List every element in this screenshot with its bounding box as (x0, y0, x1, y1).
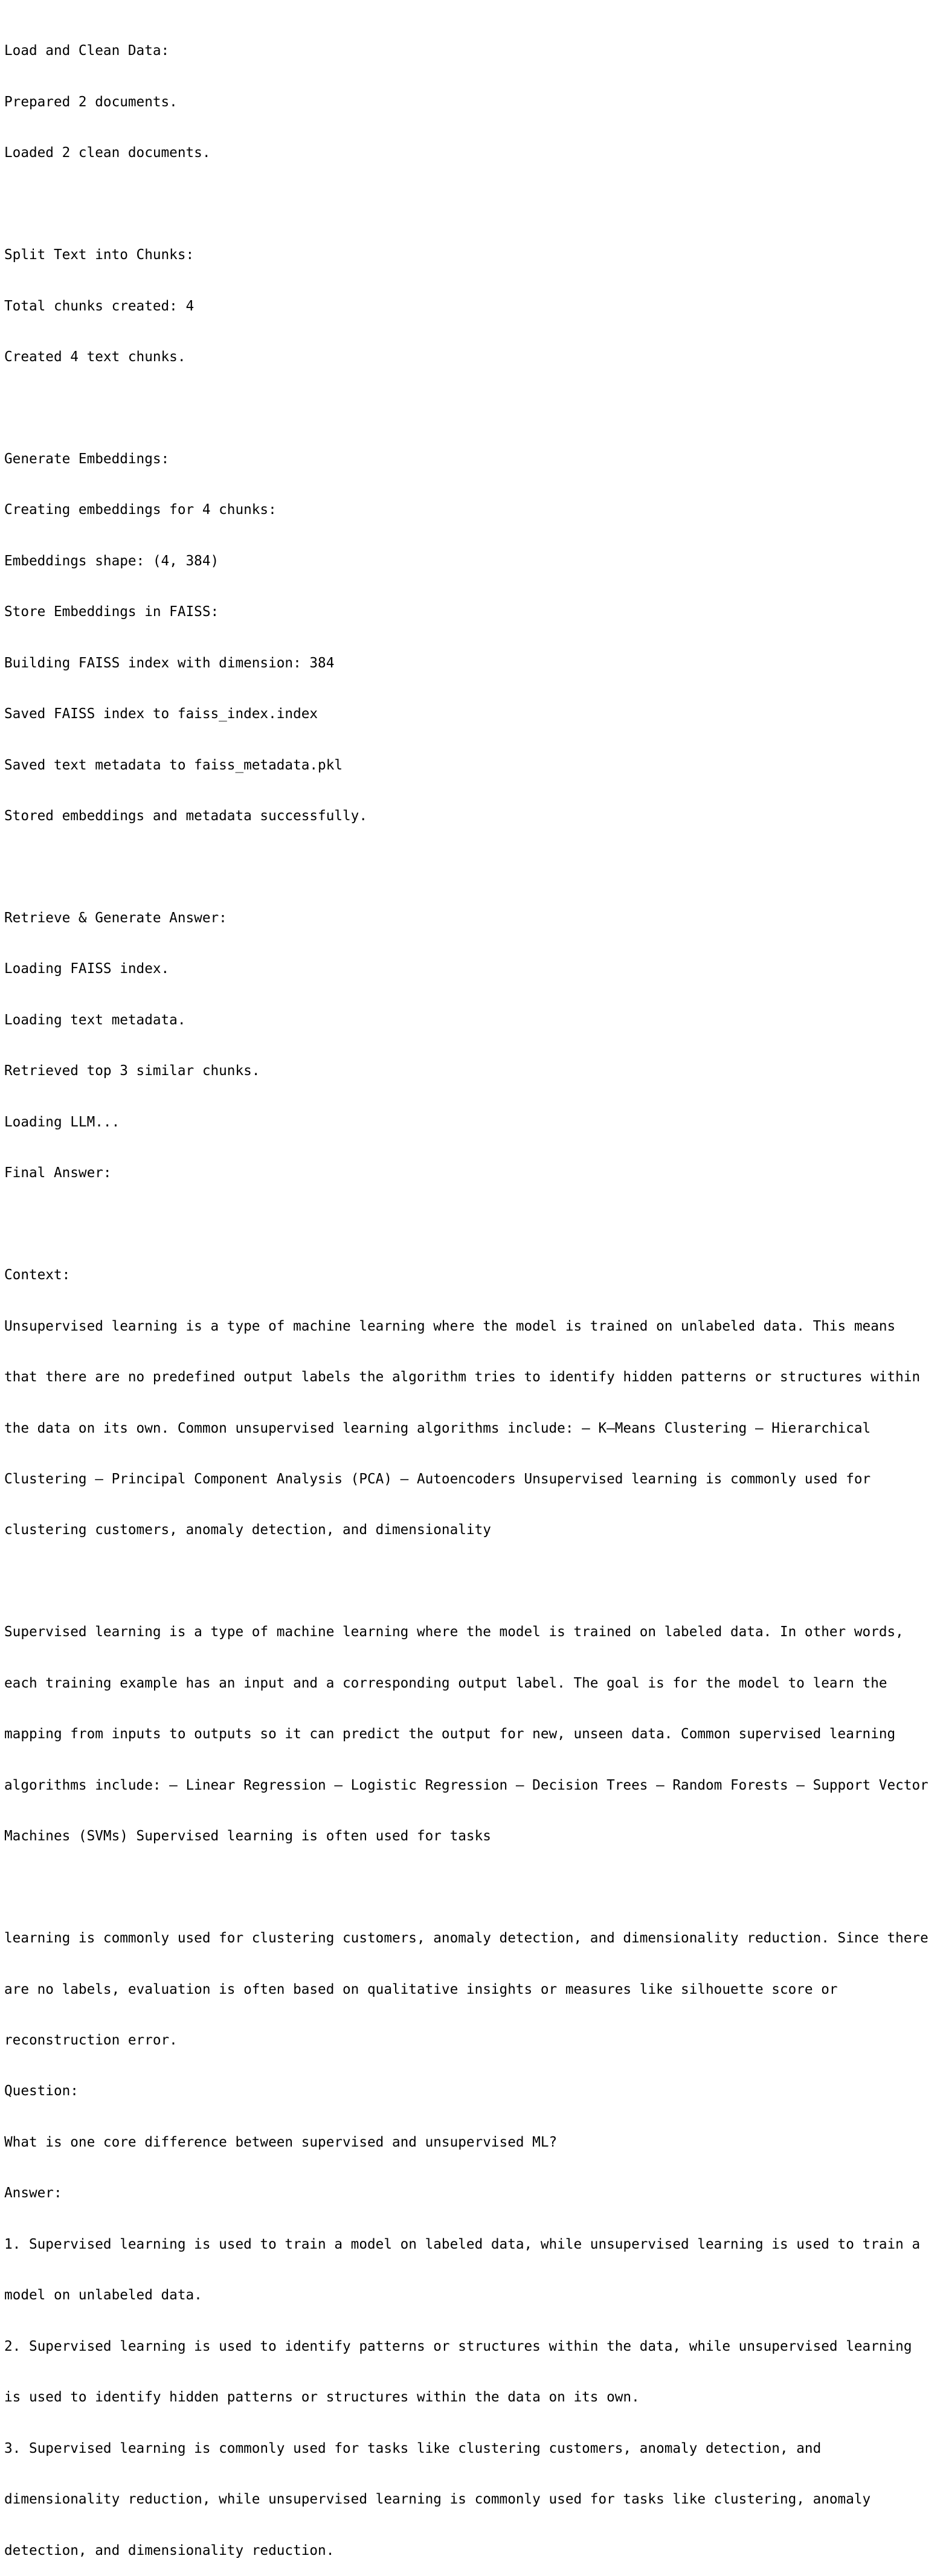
question-text: What is one core difference between supervised and unsupervised ML? (4, 2134, 558, 2150)
blank-line (4, 1879, 928, 1896)
log-line: Prepared 2 documents. (4, 94, 178, 110)
log-line: Store Embeddings in FAISS: (4, 604, 219, 620)
context-line: algorithms include: – Linear Regression – Logistic Regression – Decision Trees – Random Forests – Support Vector (4, 1777, 928, 1793)
log-line: Creating embeddings for 4 chunks: (4, 502, 277, 518)
answer-line: detection, and dimensionality reduction. (4, 2542, 335, 2558)
blank-line (4, 859, 928, 876)
context-line: Clustering – Principal Component Analysis (PCA) – Autoencoders Unsupervised learning is commonly used for (4, 1471, 871, 1487)
answer-heading: Answer: (4, 2185, 62, 2202)
answer-line: 2. Supervised learning is used to identify patterns or structures within the data, while unsupervised learning (4, 2338, 912, 2354)
answer-line: 1. Supervised learning is used to train a model on labeled data, while unsupervised learning is used to train a (4, 2236, 921, 2252)
context-line: learning is commonly used for clustering customers, anomaly detection, and dimensionality reduction. Since there (4, 1930, 928, 1947)
log-line: Total chunks created: 4 (4, 298, 195, 314)
log-line: Loading FAISS index. (4, 961, 170, 977)
answer-line: dimensionality reduction, while unsupervised learning is commonly used for tasks like clustering, anomaly (4, 2491, 871, 2508)
log-line: Building FAISS index with dimension: 384 (4, 655, 335, 671)
context-line: reconstruction error. (4, 2032, 178, 2048)
log-line: Stored embeddings and metadata successfully. (4, 808, 367, 824)
log-line: Saved text metadata to faiss_metadata.pkl (4, 757, 343, 773)
context-line: Supervised learning is a type of machine learning where the model is trained on labeled data. In other words, (4, 1624, 904, 1640)
context-line: clustering customers, anomaly detection, and dimensionality (4, 1522, 491, 1538)
context-line: each training example has an input and a corresponding output label. The goal is for the model to learn the (4, 1675, 887, 1691)
log-line: Split Text into Chunks: (4, 247, 195, 263)
log-line: Loading LLM... (4, 1114, 120, 1130)
blank-line (4, 1216, 928, 1233)
answer-line: is used to identify hidden patterns or structures within the data on its own. (4, 2389, 640, 2406)
log-line: Embeddings shape: (4, 384) (4, 553, 219, 569)
log-line: Loading text metadata. (4, 1012, 186, 1028)
answer-line: model on unlabeled data. (4, 2287, 202, 2304)
blank-line (4, 399, 928, 416)
context-line: Machines (SVMs) Supervised learning is often used for tasks (4, 1828, 491, 1845)
log-line: Retrieve & Generate Answer: (4, 910, 227, 927)
log-line: Retrieved top 3 similar chunks. (4, 1063, 260, 1079)
question-heading: Question: (4, 2083, 79, 2099)
context-line: the data on its own. Common unsupervised learning algorithms include: – K–Means Clustering – Hierarchical (4, 1420, 871, 1436)
blank-line (4, 1573, 928, 1590)
context-line: are no labels, evaluation is often based on qualitative insights or measures like silhouette score or (4, 1981, 838, 1997)
terminal-output (4, 8, 928, 2576)
context-heading: Context: (4, 1267, 71, 1283)
log-line: Saved FAISS index to faiss_index.index (4, 706, 318, 722)
log-line: Loaded 2 clean documents. (4, 145, 211, 161)
log-line: Created 4 text chunks. (4, 349, 186, 365)
answer-line: 3. Supervised learning is commonly used for tasks like clustering customers, anomaly detection, and (4, 2440, 822, 2456)
log-line: Load and Clean Data: (4, 43, 170, 59)
context-line: mapping from inputs to outputs so it can predict the output for new, unseen data. Common supervised learning (4, 1726, 896, 1742)
context-line: that there are no predefined output labels the algorithm tries to identify hidden patterns or structures within (4, 1369, 921, 1386)
blank-line (4, 196, 928, 213)
log-line: Final Answer: (4, 1165, 112, 1181)
log-line: Generate Embeddings: (4, 451, 170, 467)
context-line: Unsupervised learning is a type of machine learning where the model is trained on unlabeled data. This means (4, 1318, 896, 1334)
